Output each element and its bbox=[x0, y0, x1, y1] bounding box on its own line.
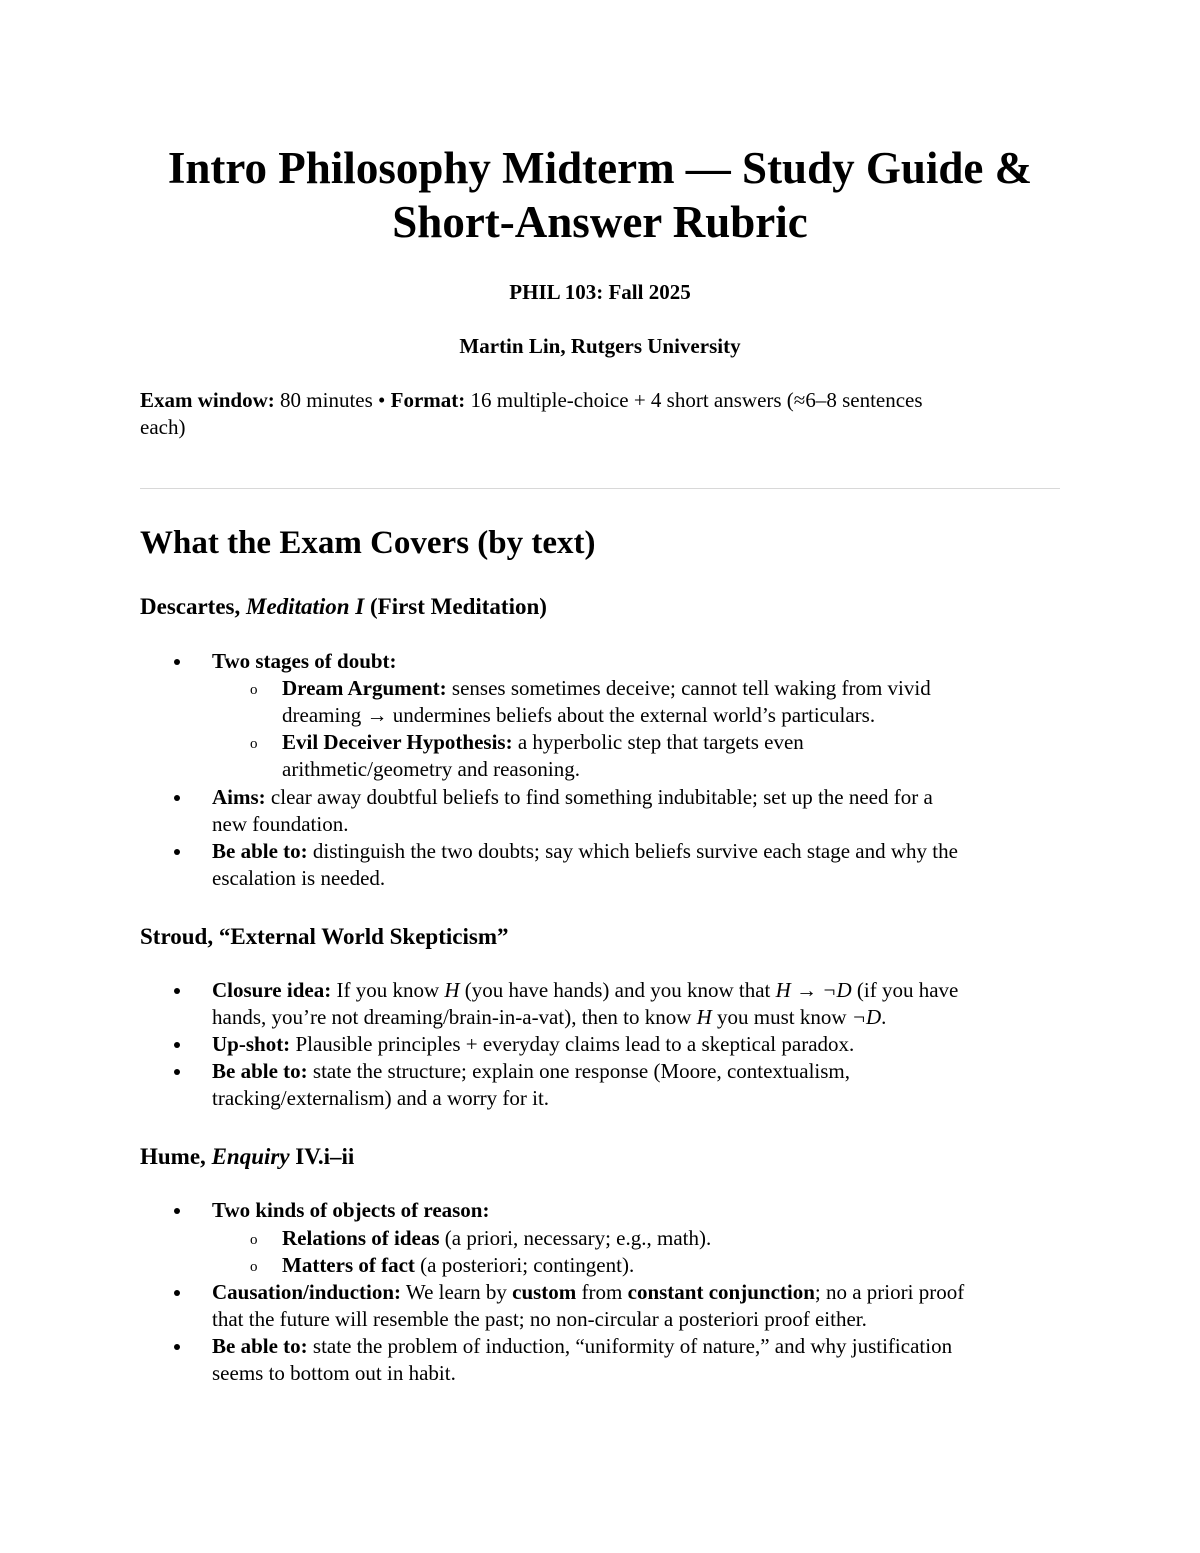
item-text: a hyperbolic step that targets even bbox=[512, 730, 804, 754]
item-text: Plausible principles + everyday claims lead to a skeptical paradox. bbox=[290, 1032, 855, 1056]
item-label: Dream Argument: bbox=[282, 676, 447, 700]
item-text-cont: arithmetic/geometry and reasoning. bbox=[282, 757, 580, 781]
item-label: Two kinds of objects of reason: bbox=[212, 1198, 490, 1222]
title-line-1: Intro Philosophy Midterm — Study Guide & bbox=[167, 143, 1033, 193]
hume-author: Hume, bbox=[140, 1144, 212, 1169]
descartes-author: Descartes, bbox=[140, 594, 247, 619]
item-text-cont: new foundation. bbox=[212, 812, 349, 836]
exam-window-value: 80 minutes • bbox=[274, 388, 391, 412]
math-h: H bbox=[696, 1005, 712, 1029]
list-item bbox=[140, 1058, 1060, 1112]
bullet-icon bbox=[174, 849, 180, 855]
bullet-icon bbox=[174, 1208, 180, 1214]
item-label: Be able to: bbox=[212, 1334, 308, 1358]
item-text: (you have hands) and you know that bbox=[459, 978, 776, 1002]
bullet-icon bbox=[174, 1042, 180, 1048]
course-line: PHIL 103: Fall 2025 bbox=[509, 280, 691, 304]
item-label: Evil Deceiver Hypothesis: bbox=[282, 730, 513, 754]
item-label: Closure idea: bbox=[212, 978, 332, 1002]
exam-window-label: Exam window: bbox=[140, 388, 275, 412]
item-text: clear away doubtful beliefs to find something indubitable; set up the need for a bbox=[265, 785, 933, 809]
item-label: Relations of ideas bbox=[282, 1226, 440, 1250]
item-text: from bbox=[576, 1280, 628, 1304]
item-label: Matters of fact bbox=[282, 1253, 415, 1277]
exam-meta bbox=[140, 387, 1040, 441]
list-item bbox=[140, 1031, 1060, 1058]
item-text: senses sometimes deceive; cannot tell waking from vivid bbox=[446, 676, 931, 700]
list-item bbox=[140, 1333, 1060, 1387]
item-label: Aims: bbox=[212, 785, 266, 809]
bullet-icon bbox=[174, 1069, 180, 1075]
item-label: Be able to: bbox=[212, 839, 308, 863]
descartes-list bbox=[140, 648, 1060, 675]
format-value: 16 multiple-choice + 4 short answers (≈6–8 sentences bbox=[465, 388, 923, 412]
descartes-list-2 bbox=[140, 784, 1060, 892]
descartes-sublist bbox=[140, 675, 1060, 783]
item-text-cont: tracking/externalism) and a worry for it. bbox=[212, 1086, 550, 1110]
instructor-line: Martin Lin, Rutgers University bbox=[459, 334, 741, 358]
item-label: Up-shot: bbox=[212, 1032, 291, 1056]
item-label: Two stages of doubt: bbox=[212, 649, 397, 673]
horizontal-divider bbox=[140, 488, 1060, 489]
term-custom: custom bbox=[512, 1280, 577, 1304]
item-text-cont: that the future will resemble the past; no non-circular a posteriori proof either. bbox=[212, 1307, 867, 1331]
item-text-cont: escalation is needed. bbox=[212, 866, 386, 890]
list-item bbox=[140, 1225, 1060, 1252]
item-text-cont: seems to bottom out in habit. bbox=[212, 1361, 456, 1385]
stroud-heading: Stroud, “External World Skepticism” bbox=[140, 924, 509, 949]
sub-bullet-icon: o bbox=[250, 682, 258, 698]
hume-list-2 bbox=[140, 1279, 1060, 1387]
list-item bbox=[140, 648, 1060, 675]
math-h: H bbox=[444, 978, 460, 1002]
list-item bbox=[140, 1197, 1060, 1224]
title-line-2: Short-Answer Rubric bbox=[392, 197, 808, 247]
bullet-icon bbox=[174, 1290, 180, 1296]
stroud-list bbox=[140, 977, 1060, 1112]
list-item bbox=[140, 977, 1060, 1031]
item-text: If you know bbox=[331, 978, 445, 1002]
list-item bbox=[140, 784, 1060, 838]
item-text: . bbox=[881, 1005, 887, 1029]
item-text: (if you have bbox=[851, 978, 959, 1002]
bullet-icon bbox=[174, 795, 180, 801]
list-item bbox=[140, 838, 1060, 892]
item-text: state the structure; explain one response (Moore, contextualism, bbox=[307, 1059, 850, 1083]
format-value-cont: each) bbox=[140, 415, 186, 439]
format-label: Format: bbox=[390, 388, 466, 412]
sub-bullet-icon: o bbox=[250, 736, 258, 752]
hume-work: Enquiry bbox=[211, 1144, 290, 1169]
descartes-heading bbox=[140, 592, 547, 622]
item-text: ; no a priori proof bbox=[814, 1280, 965, 1304]
list-item bbox=[140, 1252, 1060, 1279]
item-text: We learn by bbox=[401, 1280, 513, 1304]
sub-bullet-icon: o bbox=[250, 1259, 258, 1275]
item-label: Be able to: bbox=[212, 1059, 308, 1083]
sub-bullet-icon: o bbox=[250, 1232, 258, 1248]
bullet-icon bbox=[174, 988, 180, 994]
hume-sublist bbox=[140, 1225, 1060, 1279]
bullet-icon bbox=[174, 1344, 180, 1350]
hume-heading bbox=[140, 1142, 354, 1172]
list-item bbox=[140, 1279, 1060, 1333]
item-text: distinguish the two doubts; say which beliefs survive each stage and why the bbox=[307, 839, 958, 863]
section-heading: What the Exam Covers (by text) bbox=[140, 525, 596, 561]
bullet-icon bbox=[174, 659, 180, 665]
math-not-d: ¬D bbox=[851, 1005, 882, 1029]
item-label: Causation/induction: bbox=[212, 1280, 402, 1304]
item-text-cont: dreaming → undermines beliefs about the external world’s particulars. bbox=[282, 703, 876, 727]
descartes-heading-rest: (First Meditation) bbox=[364, 594, 547, 619]
term-constant-conjunction: constant conjunction bbox=[627, 1280, 815, 1304]
descartes-work: Meditation I bbox=[246, 594, 365, 619]
hume-heading-rest: IV.i–ii bbox=[289, 1144, 355, 1169]
document-title bbox=[140, 141, 1060, 249]
item-text: state the problem of induction, “uniformity of nature,” and why justification bbox=[307, 1334, 953, 1358]
math-implication: H → ¬D bbox=[775, 978, 852, 1002]
item-text-cont: hands, you’re not dreaming/brain-in-a-vat), then to know bbox=[212, 1005, 697, 1029]
list-item bbox=[140, 675, 1060, 729]
item-text: (a posteriori; contingent). bbox=[414, 1253, 635, 1277]
hume-list bbox=[140, 1197, 1060, 1224]
item-text: (a priori, necessary; e.g., math). bbox=[439, 1226, 712, 1250]
item-text: you must know bbox=[711, 1005, 852, 1029]
list-item bbox=[140, 729, 1060, 783]
